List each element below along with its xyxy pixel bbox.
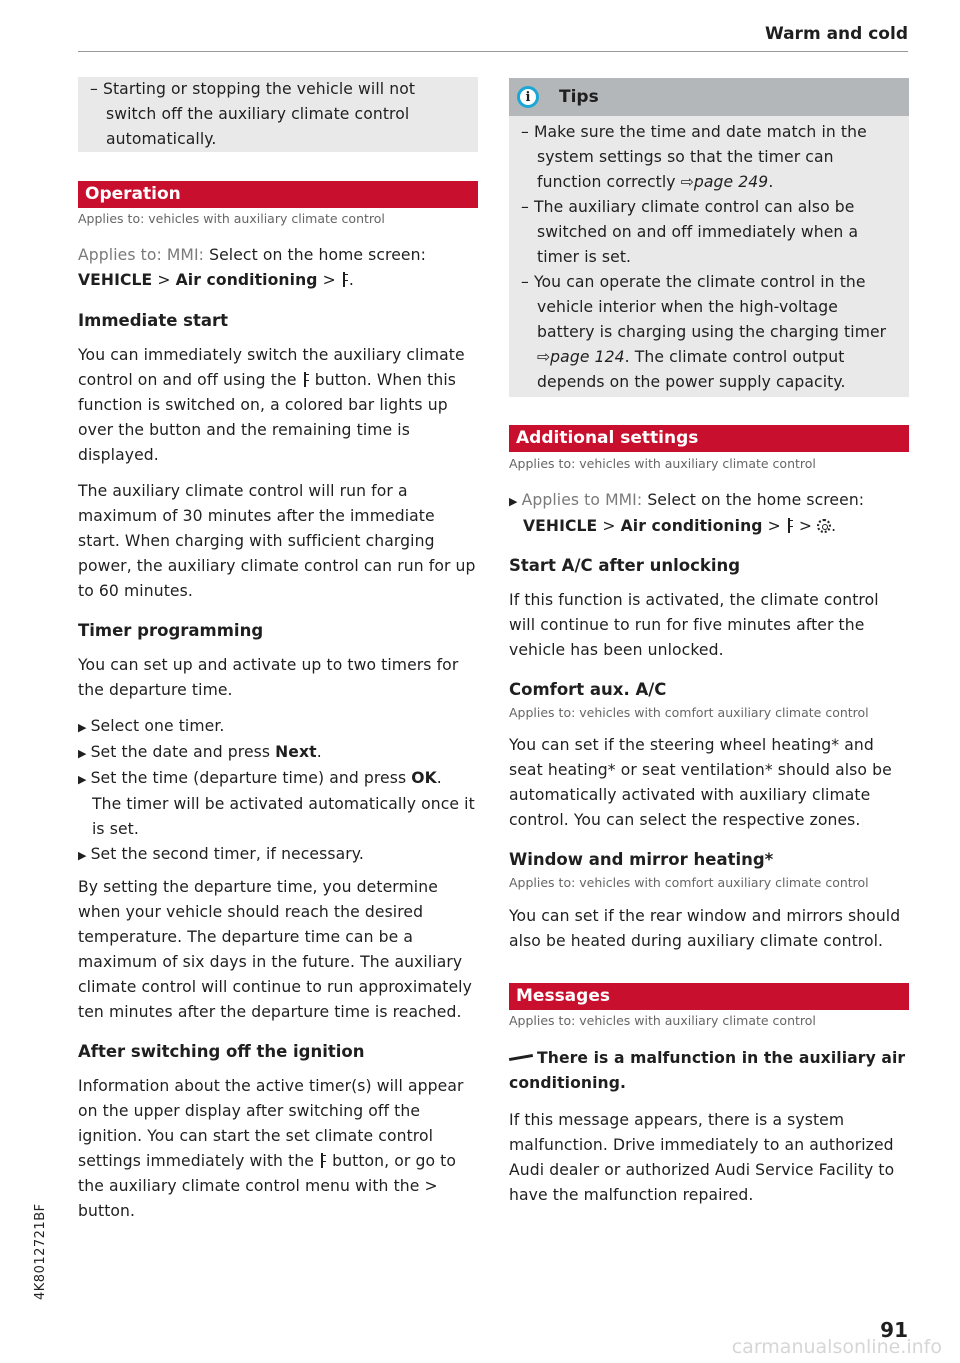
applies-note: Applies to: vehicles with auxiliary climate control	[78, 211, 385, 226]
thermometer-icon	[342, 272, 348, 287]
paragraph	[78, 1074, 478, 1224]
mmi-path: Applies to: MMI: Select on the home screen: VEHICLE > Air conditioning > .	[78, 246, 426, 289]
page-ref-link[interactable]: page 124	[550, 348, 625, 366]
header-rule	[78, 51, 908, 52]
text: button.	[78, 1202, 136, 1220]
separator: >	[767, 517, 781, 535]
info-icon: i	[517, 86, 539, 108]
separator: >	[157, 271, 171, 289]
menu-vehicle: VEHICLE	[523, 517, 598, 535]
separator: >	[798, 517, 813, 535]
watermark: carmanualsonline.info	[731, 1336, 942, 1358]
text: You can immediately switch the auxiliary climate control on and off using the	[78, 346, 465, 389]
mmi-path: ▶ Applies to MMI: Select on the home screen: VEHICLE > Air conditioning > > .	[509, 491, 865, 535]
step: ▶ Set the second timer, if necessary.	[78, 845, 364, 863]
tip-item: – Make sure the time and date match in the system settings so that the timer can function correctly ⇨page 249.	[521, 123, 867, 191]
chevron-right-icon: >	[424, 1177, 438, 1195]
menu-air-conditioning: Air conditioning	[620, 517, 763, 535]
tip-item: – The auxiliary climate control can also be switched on and off immediately when a timer is set.	[521, 198, 859, 266]
paragraph: You can set if the steering wheel heating* and seat heating* or seat ventilation* should also be automatically activated with auxiliary climate control. You can select the respective zones.	[509, 736, 892, 829]
section-bar-additional-settings: Additional settings	[509, 425, 909, 452]
applies-label: Applies to: MMI:	[78, 246, 205, 264]
paragraph: The auxiliary climate control will run for a maximum of 30 minutes after the immediate start. When charging with sufficient charging power, the auxiliary climate control can run for up to 60 minutes.	[78, 482, 476, 600]
paragraph: You can set up and activate up to two timers for the departure time.	[78, 656, 459, 699]
thermometer-icon	[320, 1153, 326, 1168]
paragraph: If this function is activated, the climate control will continue to run for five minutes after the vehicle has been unlocked.	[509, 591, 879, 659]
note-item: – Starting or stopping the vehicle will not switch off the auxiliary climate control automatically.	[90, 80, 416, 148]
document-code: 4K8012721BF	[33, 1203, 48, 1300]
heading-immediate-start: Immediate start	[78, 311, 229, 330]
thermometer-icon	[303, 372, 309, 387]
paragraph: If this message appears, there is a system malfunction. Drive immediately to an authorized Audi dealer or authorized Audi Service Facility to have the malfunction repaired.	[509, 1111, 895, 1204]
applies-note: Applies to: vehicles with comfort auxiliary climate control	[509, 705, 869, 720]
page-number: 91	[880, 1318, 908, 1342]
step: ▶ Set the date and press Next.	[78, 743, 322, 761]
menu-air-conditioning: Air conditioning	[175, 271, 318, 289]
heading-after-ignition: After switching off the ignition	[78, 1042, 365, 1061]
wrench-icon	[509, 1054, 533, 1061]
separator: >	[322, 271, 336, 289]
tip-item: – You can operate the climate control in the vehicle interior when the high-voltage battery is charging using the charging timer ⇨page 124. The climate control output depends on the power supply capacity.	[521, 273, 887, 391]
separator: >	[602, 517, 616, 535]
step: ▶ Set the time (departure time) and press OK.	[78, 769, 442, 787]
applies-note: Applies to: vehicles with comfort auxiliary climate control	[509, 875, 869, 890]
heading-comfort-aux: Comfort aux. A/C	[509, 680, 667, 699]
page-ref-link[interactable]: page 249	[693, 173, 769, 191]
thermometer-icon	[787, 518, 793, 533]
heading-window-mirror: Window and mirror heating*	[509, 850, 774, 869]
heading-timer-programming: Timer programming	[78, 621, 264, 640]
mmi-text: Select on the home screen:	[647, 491, 865, 509]
note-box	[78, 77, 478, 152]
tips-title: Tips	[559, 87, 599, 107]
menu-vehicle: VEHICLE	[78, 271, 153, 289]
applies-note: Applies to: vehicles with auxiliary climate control	[509, 456, 816, 471]
paragraph: You can set if the rear window and mirrors should also be heated during auxiliary climate control.	[509, 907, 901, 950]
applies-label: Applies to MMI:	[521, 491, 643, 509]
step-note: The timer will be activated automatically once it is set.	[92, 795, 475, 838]
paragraph: By setting the departure time, you determine when your vehicle should reach the desired temperature. The departure time can be a maximum of six days in the future. The auxiliary climate control will continue to run approximately ten minutes after the departure time is reached.	[78, 878, 472, 1021]
section-bar-messages: Messages	[509, 983, 909, 1010]
applies-note: Applies to: vehicles with auxiliary climate control	[509, 1013, 816, 1028]
running-header: Warm and cold	[764, 24, 908, 44]
mmi-text: Select on the home screen:	[209, 246, 426, 264]
heading-start-ac: Start A/C after unlocking	[509, 556, 741, 575]
warning-message: There is a malfunction in the auxiliary air conditioning.	[509, 1049, 906, 1092]
paragraph	[78, 343, 478, 468]
gear-icon	[817, 519, 831, 533]
step: ▶ Select one timer.	[78, 717, 225, 735]
step-list	[78, 714, 478, 868]
tips-box	[509, 78, 909, 397]
text: button, or go to the auxiliary climate control menu with the	[78, 1152, 457, 1195]
text: Information about the active timer(s) will appear on the upper display after switching off the ignition. You can start the set climate control settings immediately with the	[78, 1077, 464, 1170]
text: button. When this function is switched on, a colored bar lights up over the button and the remaining time is displayed.	[78, 371, 457, 464]
section-bar-operation: Operation	[78, 181, 478, 208]
tips-header	[509, 78, 909, 116]
